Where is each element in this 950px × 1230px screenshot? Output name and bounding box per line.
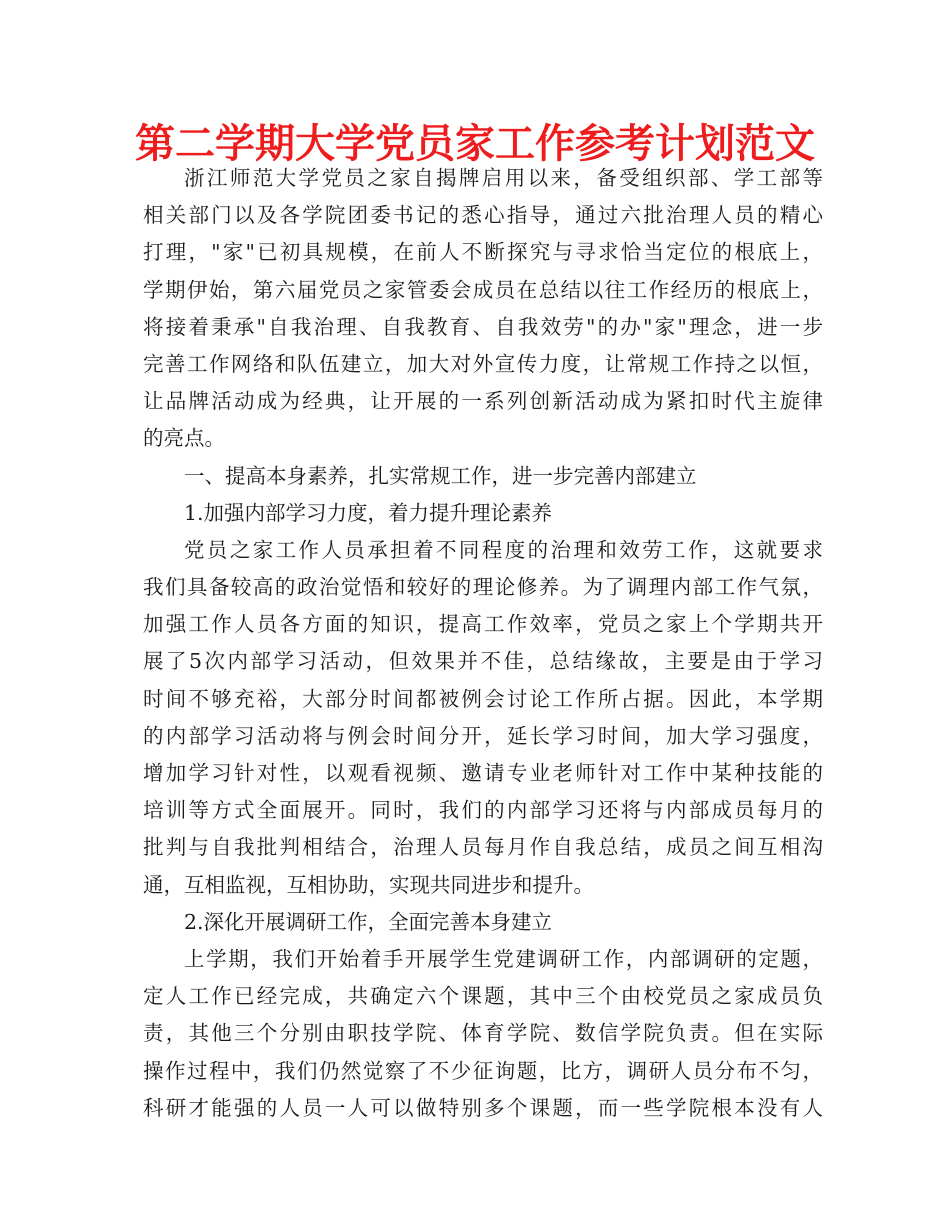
- body-line: 定人工作已经完成，共确定六个课题，其中三个由校党员之家成员负: [143, 984, 823, 1009]
- body-line: 加强工作人员各方面的知识，提高工作效率，党员之家上个学期共开: [143, 612, 823, 637]
- body-line: 相关部门以及各学院团委书记的悉心指导，通过六批治理人员的精心: [143, 203, 823, 228]
- document-title: 第二学期大学党员家工作参考计划范文: [135, 121, 815, 167]
- body-line: 让品牌活动成为经典，让开展的一系列创新活动成为紧扣时代主旋律: [143, 389, 823, 414]
- document-body: [143, 160, 823, 1127]
- body-line: 完善工作网络和队伍建立，加大对外宣传力度，让常规工作持之以恒，: [143, 351, 823, 376]
- body-line: 学期伊始，第六届党员之家管委会成员在总结以往工作经历的根底上，: [143, 277, 823, 302]
- body-line: 浙江师范大学党员之家自揭牌启用以来，备受组织部、学工部等: [184, 166, 823, 190]
- body-line: 打理，"家"已初具规模，在前人不断探究与寻求恰当定位的根底上，: [143, 240, 823, 265]
- body-line: 1.加强内部学习力度，着力提升理论素养: [184, 500, 553, 525]
- body-line: 操作过程中，我们仍然觉察了不少征询题，比方，调研人员分布不匀，: [143, 1058, 823, 1083]
- body-line: 我们具备较高的政治觉悟和较好的理论修养。为了调理内部工作气氛，: [143, 575, 823, 600]
- body-line: 科研才能强的人员一人可以做特别多个课题，而一些学院根本没有人: [143, 1095, 823, 1120]
- body-line: 党员之家工作人员承担着不同程度的治理和效劳工作，这就要求: [184, 537, 823, 562]
- body-line: 培训等方式全面展开。同时，我们的内部学习还将与内部成员每月的: [143, 798, 823, 823]
- body-line: 增加学习针对性，以观看视频、邀请专业老师针对工作中某种技能的: [143, 761, 823, 785]
- body-line: 批判与自我批判相结合，治理人员每月作自我总结，成员之间互相沟: [143, 835, 823, 860]
- body-line: 上学期，我们开始着手开展学生党建调研工作，内部调研的定题，: [184, 946, 823, 971]
- body-line: 展了5次内部学习活动，但效果并不佳，总结缘故，主要是由于学习: [143, 649, 823, 674]
- body-line: 责，其他三个分别由职技学院、体育学院、数信学院负责。但在实际: [143, 1021, 823, 1046]
- body-line: 时间不够充裕，大部分时间都被例会讨论工作所占据。因此，本学期: [143, 686, 823, 711]
- body-line: 通，互相监视，互相协助，实现共同进步和提升。: [143, 872, 594, 897]
- body-line: 的内部学习活动将与例会时间分开，延长学习时间，加大学习强度，: [143, 723, 823, 748]
- body-line: 一、提高本身素养，扎实常规工作，进一步完善内部建立: [184, 463, 697, 488]
- body-line: 2.深化开展调研工作，全面完善本身建立: [184, 909, 553, 934]
- body-line: 的亮点。: [143, 426, 225, 451]
- body-line: 将接着秉承"自我治理、自我教育、自我效劳"的办"家"理念，进一步: [143, 314, 823, 339]
